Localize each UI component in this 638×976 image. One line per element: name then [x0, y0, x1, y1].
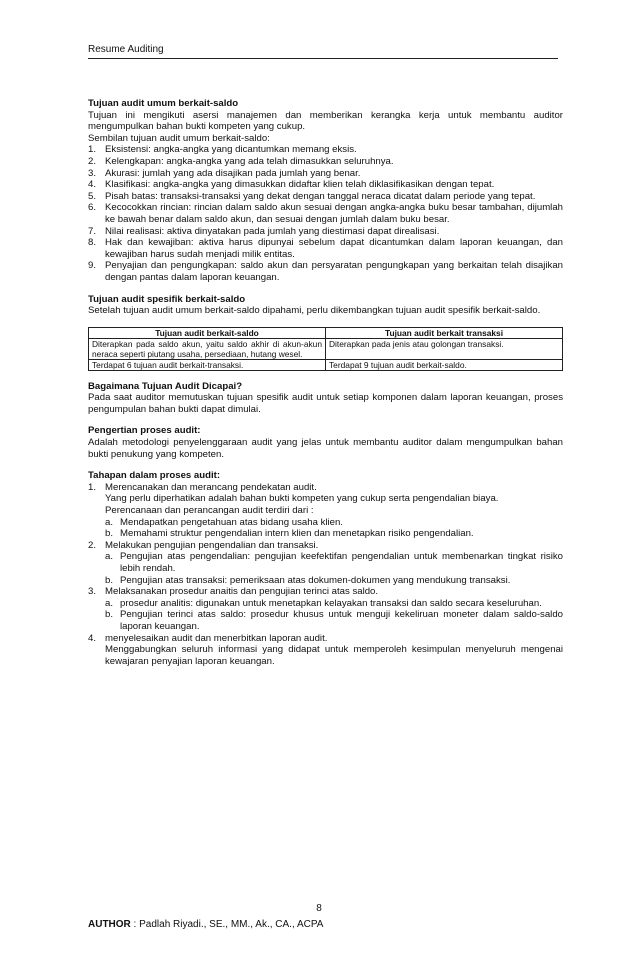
list-item-text: Melakukan pengujian pengendalian dan transaksi.: [105, 539, 319, 551]
table-cell: Terdapat 6 tujuan audit berkait-transaksi.: [89, 359, 326, 370]
list-item: [88, 586, 563, 632]
section-heading-audit-process-definition: Pengertian proses audit:: [88, 425, 201, 437]
table-header-cell: Tujuan audit berkait-saldo: [89, 327, 326, 338]
paragraph: Setelah tujuan audit umum berkait-saldo dipahami, perlu dikembangkan tujuan audit spesifik berkait-saldo.: [88, 305, 541, 317]
list-item-text: Nilai realisasi: aktiva dinyatakan pada jumlah yang diestimasi dapat direalisasi.: [105, 225, 440, 237]
list-item-text: Penyajian dan pengungkapan: saldo akun dan persyaratan pengungkapan yang berkaitan telah disajikan dengan pantas dalam laporan keuangan.: [105, 260, 563, 283]
list-item-detail: Menggabungkan seluruh informasi yang didapat untuk memperoleh kesimpulan menyeluruh mengenai kewajaran penyajian laporan keuangan.: [105, 644, 563, 667]
sub-list-item-text: prosedur analitis: digunakan untuk menetapkan kelayakan transaksi dan saldo secara keseluruhan.: [120, 597, 542, 609]
sub-list-item: [105, 551, 563, 574]
page-header: Resume Auditing: [88, 44, 558, 59]
list-item: [88, 168, 563, 180]
list-item: [88, 260, 563, 283]
table-cell: Terdapat 9 tujuan audit berkait-saldo.: [326, 359, 563, 370]
list-item: [88, 633, 563, 668]
list-item-number: 1.: [88, 481, 97, 493]
list-item-text: Kecocokkan rincian: rincian dalam saldo akun sesuai dengan angka-angka buku besar tambahan, dijumlah ke bawah benar dalam saldo akun, dan sesuai dengan jumlah dalam buku besar.: [105, 202, 563, 225]
comparison-table: [88, 327, 563, 371]
list-item: [88, 179, 563, 191]
sub-list-item-text: Mendapatkan pengetahuan atas bidang usaha klien.: [120, 516, 343, 528]
list-item-number: 5.: [88, 190, 97, 202]
sub-list-item-letter: b.: [105, 609, 114, 621]
list-item-text: Klasifikasi: angka-angka yang dimasukkan didaftar klien telah diklasifikasikan dengan tepat.: [105, 179, 495, 191]
paragraph: Tujuan ini mengikuti asersi manajemen dan memberikan kerangka kerja untuk membantu auditor mengumpulkan bahan bukti kompeten yang cukup.: [88, 109, 563, 133]
sub-list-item-letter: a.: [105, 597, 114, 609]
list-item-number: 6.: [88, 202, 97, 214]
list-item: [88, 237, 563, 260]
list-item: [88, 156, 563, 168]
list-item-number: 7.: [88, 225, 97, 237]
sub-list: [105, 551, 563, 586]
list-item-number: 8.: [88, 237, 97, 249]
author-footer: [88, 919, 323, 930]
sub-list-item-letter: b.: [105, 574, 114, 586]
sub-list-item-text: Pengujian atas transaksi: pemeriksaan atas dokumen-dokumen yang mendukung transaksi.: [120, 574, 511, 586]
sub-list-item: [105, 528, 563, 540]
list-item-number: 1.: [88, 144, 97, 156]
list-item-number: 3.: [88, 586, 97, 598]
sub-list-item-letter: a.: [105, 551, 114, 563]
sub-list-item-letter: b.: [105, 528, 114, 540]
sub-list-item: [105, 609, 563, 632]
section-heading-general-objectives: Tujuan audit umum berkait-saldo: [88, 98, 239, 109]
list-item: [88, 482, 563, 540]
table-header-cell: Tujuan audit berkait transaksi: [326, 327, 563, 338]
page-content: [88, 98, 563, 667]
general-objectives-list: [88, 144, 563, 283]
list-item-text: Merencanakan dan merancang pendekatan audit.: [105, 481, 317, 493]
author-text: : Padlah Riyadi., SE., MM., Ak., CA., ACPA: [130, 919, 324, 930]
list-item-text: Pisah batas: transaksi-transaksi yang dekat dengan tanggal neraca dicatat dalam periode yang tepat.: [105, 190, 536, 202]
paragraph: Adalah metodologi penyelenggaraan audit yang jelas untuk membantu auditor dalam mengumpulkan bahan bukti penukung yang kompeten.: [88, 437, 563, 460]
list-item: [88, 202, 563, 225]
sub-list: [105, 598, 563, 633]
list-item: [88, 144, 563, 156]
author-label: AUTHOR: [88, 919, 131, 930]
table-row: [89, 359, 563, 370]
sub-list-item-text: Pengujian terinci atas saldo: prosedur khusus untuk menguji kekeliruan moneter dalam saldo-saldo laporan keuangan.: [120, 609, 563, 632]
sub-list-item: [105, 517, 563, 529]
section-heading-how-achieved: Bagaimana Tujuan Audit Dicapai?: [88, 380, 243, 392]
list-item-number: 2.: [88, 539, 97, 551]
sub-list-item-text: Memahami struktur pengendalian intern klien dan menetapkan risiko pengendalian.: [120, 528, 474, 540]
list-item-detail: Yang perlu diperhatikan adalah bahan bukti kompeten yang cukup serta pengendalian biaya.: [105, 493, 499, 505]
list-item-number: 4.: [88, 632, 97, 644]
list-item-text: menyelesaikan audit dan menerbitkan laporan audit.: [105, 632, 328, 644]
list-item: [88, 191, 563, 203]
list-item-number: 9.: [88, 260, 97, 272]
sub-list: [105, 517, 563, 540]
table-cell: Diterapkan pada jenis atau golongan transaksi.: [326, 338, 563, 359]
audit-stages-list: [88, 482, 563, 668]
list-item: [88, 540, 563, 586]
list-item: [88, 226, 563, 238]
sub-list-item-text: Pengujian atas pengendalian: pengujian keefektifan pengendalian untuk membenarkan tingkat risiko lebih rendah.: [120, 551, 563, 574]
sub-list-item-letter: a.: [105, 516, 114, 528]
list-item-number: 4.: [88, 179, 97, 191]
section-heading-audit-stages: Tahapan dalam proses audit:: [88, 470, 221, 482]
list-item-text: Kelengkapan: angka-angka yang ada telah dimasukkan seluruhnya.: [105, 155, 394, 167]
list-item-text: Eksistensi: angka-angka yang dicantumkan memang eksis.: [105, 144, 357, 156]
paragraph: Pada saat auditor memutuskan tujuan spesifik audit untuk setiap komponen dalam laporan keuangan, proses pengumpulan bahan bukti dapat dimulai.: [88, 392, 563, 415]
list-item-detail: Perencanaan dan perancangan audit terdiri dari :: [105, 505, 314, 517]
table-cell: Diterapkan pada saldo akun, yaitu saldo akhir di akun-akun neraca seperti piutang usaha, persediaan, hutang wesel.: [89, 338, 326, 359]
section-heading-specific-objectives: Tujuan audit spesifik berkait-saldo: [88, 293, 246, 305]
list-item-number: 3.: [88, 167, 97, 179]
list-item-number: 2.: [88, 155, 97, 167]
list-item-text: Akurasi: jumlah yang ada disajikan pada jumlah yang benar.: [105, 167, 361, 179]
list-item-text: Hak dan kewajiban: aktiva harus dipunyai sebelum dapat dicantumkan dalam laporan keuangan, dan kewajiban harus sudah menjadi milik entitas.: [105, 237, 563, 260]
sub-list-item: [105, 575, 563, 587]
sub-list-item: [105, 598, 563, 610]
list-item-text: Melaksanakan prosedur anaitis dan pengujian terinci atas saldo.: [105, 586, 379, 598]
list-intro: Sembilan tujuan audit umum berkait-saldo:: [88, 132, 270, 144]
page-number: 8: [316, 903, 322, 914]
table-row: [89, 338, 563, 359]
